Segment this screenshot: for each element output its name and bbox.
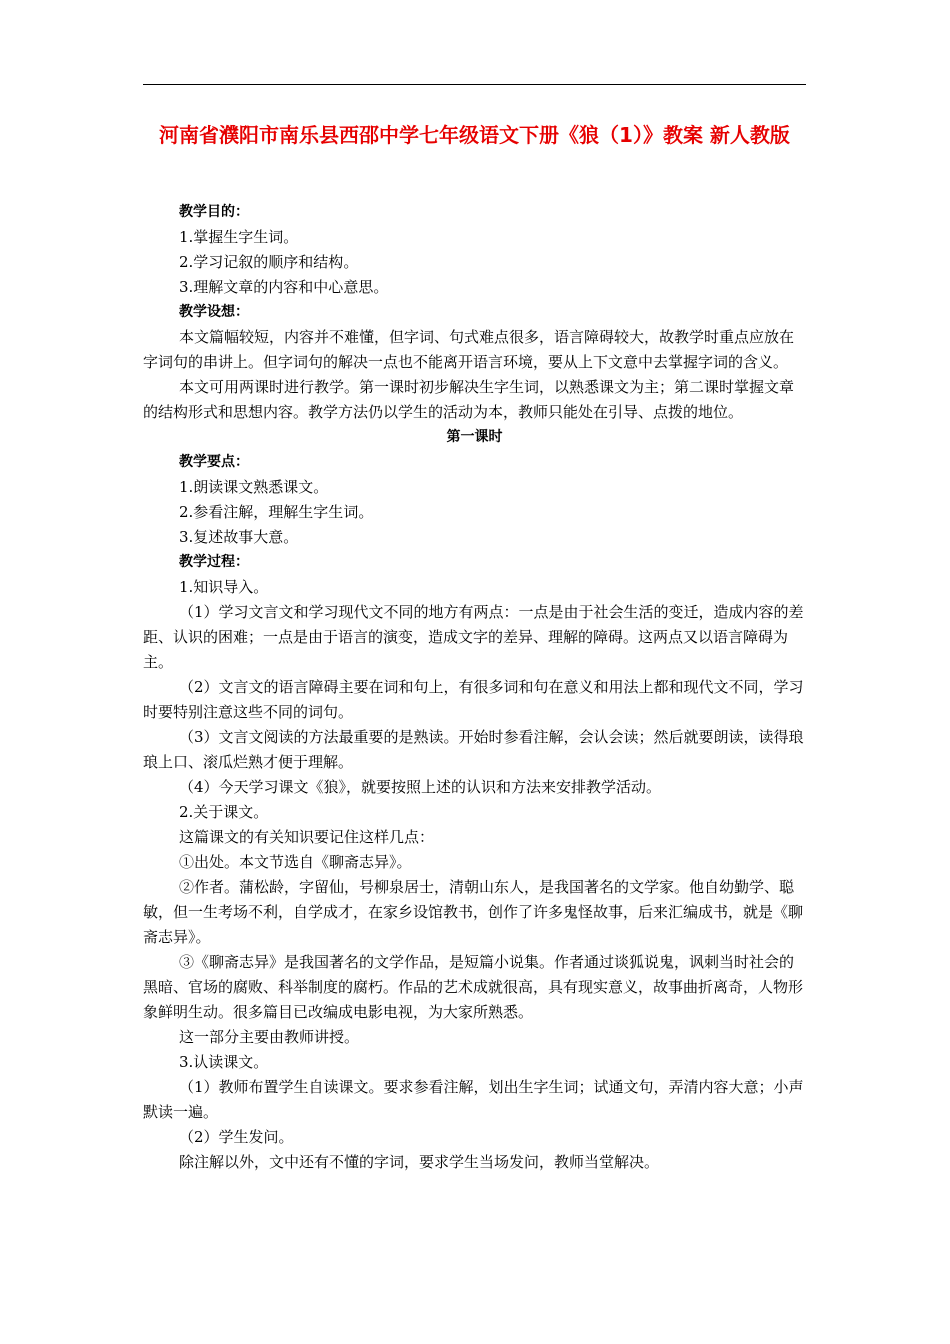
section-heading: 教学目的： <box>179 204 249 220</box>
document-title: 河南省濮阳市南乐县西邵中学七年级语文下册《狼（1）》教案 新人教版 <box>159 123 790 147</box>
paragraph: ②作者。蒲松龄，字留仙，号柳泉居士，清朝山东人，是我国著名的文学家。他自幼勤学、聪敏，但一生考场不利，自学成才，在家乡设馆教书，创作了许多鬼怪故事，后来汇编成书，就是《聊斋志异》。 <box>143 878 804 946</box>
paragraph: 3.认读课文。 <box>179 1053 269 1071</box>
paragraph: 这篇课文的有关知识要记住这样几点： <box>179 828 435 846</box>
paragraph: 除注解以外，文中还有不懂的字词，要求学生当场发问，教师当堂解决。 <box>179 1153 660 1171</box>
paragraph: （1）学习文言文和学习现代文不同的地方有两点：一点是由于社会生活的变迁，造成内容的差距、认识的困难；一点是由于语言的演变，造成文字的差异、理解的障碍。这两点又以语言障碍为主。 <box>143 603 804 671</box>
document-body <box>143 200 806 1175</box>
section-heading: 教学设想： <box>179 304 249 320</box>
paragraph: ①出处。本文节选自《聊斋志异》。 <box>179 853 412 871</box>
paragraph: 3.理解文章的内容和中心意思。 <box>179 278 389 296</box>
paragraph: 2.关于课文。 <box>179 803 269 821</box>
paragraph: ③《聊斋志异》是我国著名的文学作品，是短篇小说集。作者通过谈狐说鬼，讽刺当时社会的黑暗、官场的腐败、科举制度的腐朽。作品的艺术成就很高，具有现实意义，故事曲折离奇，人物形象鲜明生动。很多篇目已改编成电影电视，为大家所熟悉。 <box>143 953 804 1021</box>
paragraph: （2）文言文的语言障碍主要在词和句上，有很多词和句在意义和用法上都和现代文不同，学习时要特别注意这些不同的词句。 <box>143 678 804 721</box>
header-rule <box>143 84 806 85</box>
paragraph: （2）学生发问。 <box>179 1128 294 1146</box>
paragraph: （3）文言文阅读的方法最重要的是熟读。开始时参看注解，会认会读；然后就要朗读，读得琅琅上口、滚瓜烂熟才便于理解。 <box>143 728 804 771</box>
section-heading: 第一课时 <box>446 429 503 445</box>
paragraph: 1.掌握生字生词。 <box>179 228 299 246</box>
paragraph: 本文可用两课时进行教学。第一课时初步解决生字生词，以熟悉课文为主；第二课时掌握文章的结构形式和思想内容。教学方法仍以学生的活动为本，教师只能处在引导、点拨的地位。 <box>143 378 795 421</box>
paragraph: 2.学习记叙的顺序和结构。 <box>179 253 359 271</box>
paragraph: （1）教师布置学生自读课文。要求参看注解，划出生字生词；试通文句，弄清内容大意；小声默读一遍。 <box>143 1078 804 1121</box>
paragraph: 1.朗读课文熟悉课文。 <box>179 478 329 496</box>
paragraph: （4）今天学习课文《狼》，就要按照上述的认识和方法来安排教学活动。 <box>179 778 662 796</box>
paragraph: 这一部分主要由教师讲授。 <box>179 1028 360 1046</box>
paragraph: 2.参看注解，理解生字生词。 <box>179 503 374 521</box>
paragraph: 本文篇幅较短，内容并不难懂，但字词、句式难点很多，语言障碍较大，故教学时重点应放在字词句的串讲上。但字词句的解决一点也不能离开语言环境，要从上下文意中去掌握字词的含义。 <box>143 328 795 371</box>
section-heading: 教学要点： <box>179 454 249 470</box>
section-heading: 教学过程： <box>179 554 249 570</box>
paragraph: 1.知识导入。 <box>179 578 269 596</box>
paragraph: 3.复述故事大意。 <box>179 528 299 546</box>
